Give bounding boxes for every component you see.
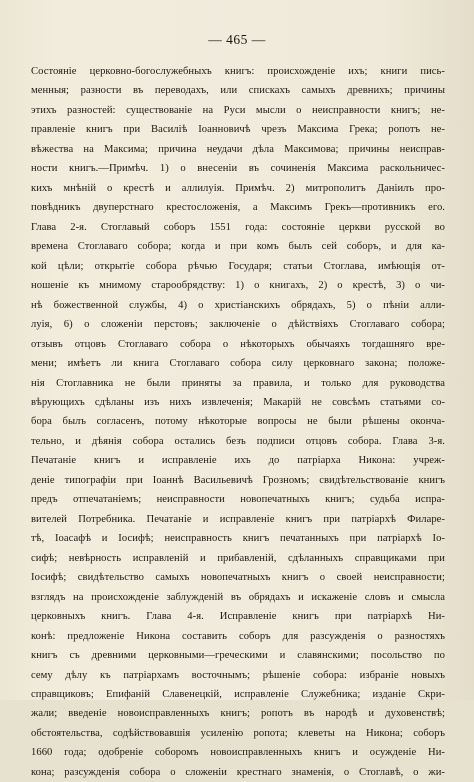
- text-line: ношеніе къ мнимому старообрядству: 1) о книгахъ, 2) о крестѣ, 3) о чи-: [31, 280, 445, 292]
- text-line: взглядъ на происхожденіе заблужденій въ обрядахъ и искаженіе словъ и смысла: [31, 591, 445, 603]
- text-line: вителей Потребника. Печатаніе и исправленіе книгъ при патріархѣ Филаре-: [31, 513, 445, 525]
- text-line: отзывъ отцовъ Стоглаваго собора о нѣкоторыхъ обычаяхъ тогдашняго вре-: [31, 338, 445, 350]
- text-line: мени; имѣетъ ли книга Стоглаваго собора силу церковнаго закона; положе-: [31, 358, 445, 370]
- text-line: этихъ разностей: существованіе на Руси мысли о неисправности книгъ; не-: [31, 104, 445, 116]
- table-of-contents-text: [31, 62, 445, 782]
- text-line: нія Стоглавника не были приняты за правила, и только для руководства: [31, 377, 445, 389]
- text-line: конѣ: предложеніе Никона составить соборъ для разсужденія о разностяхъ: [31, 630, 445, 642]
- text-line: предъ отпечатаніемъ; неисправности новопечатныхъ книгъ; судьба испра-: [31, 494, 445, 506]
- text-line: менныя; разности въ переводахъ, или спискахъ самыхъ древнихъ; причины: [31, 85, 445, 97]
- text-line: деніе типографіи при Іоаннѣ Васильевичѣ Грозномъ; свидѣтельствованіе книгъ: [31, 474, 445, 486]
- text-line: кона; разсужденія собора о сложеніи крестнаго знаменія, о Стоглавѣ, о жи-: [31, 766, 445, 778]
- text-line: тѣ, Іоасафѣ и Іосифѣ; неисправность книгъ печатанныхъ при патріархѣ Іо-: [31, 533, 445, 545]
- text-line: справщиковъ; Епифаній Славенецкій, исправленіе Служебника; изданіе Скри-: [31, 689, 445, 700]
- text-line: нѣ божественной службы, 4) о христіанскихъ обрядахъ, 5) о пѣніи алли-: [31, 299, 445, 311]
- text-line: Состояніе церковно-богослужебныхъ книгъ: происхожденіе ихъ; книги пись-: [31, 66, 445, 77]
- text-line: повѣдникъ двуперстнаго крестосложенія, а Максимъ Грекъ—противникъ его.: [31, 202, 445, 214]
- text-line: книгъ съ древними церковными—греческими и славянскими; посольство по: [31, 650, 445, 662]
- text-line: обстоятельства, содѣйствовавшія усиленію ропота; клеветы на Никона; соборъ: [31, 727, 445, 739]
- text-line: ности книгъ.—Примѣч. 1) о внесеніи въ сочиненія Максима раскольничес-: [31, 163, 445, 175]
- text-line: 1660 года; одобреніе соборомъ новоисправленныхъ книгъ и осужденіе Ни-: [31, 747, 445, 759]
- text-line: вѣжества на Максима; причина неудачи дѣла Максимова; причины неисправ-: [31, 143, 445, 155]
- text-line: церковныхъ книгъ. Глава 4-я. Исправленіе книгъ при патріархѣ Ни-: [31, 611, 445, 623]
- text-line: Іосифѣ; свидѣтельство самыхъ новопечатныхъ книгъ о своей неисправности;: [31, 572, 445, 584]
- text-line: правленіе книгъ при Василіѣ Іоанновичѣ чрезъ Максима Грека; ропотъ не-: [31, 124, 445, 136]
- text-line: кой цѣли; открытіе собора рѣчью Государя; статьи Стоглава, имѣющія от-: [31, 260, 445, 272]
- text-line: Глава 2-я. Стоглавый соборъ 1551 года: состояніе церкви русской во: [31, 221, 445, 233]
- text-line: вѣрующихъ сдѣланы изъ нихъ извлеченія; Макарій не совсѣмъ статьями со-: [31, 396, 445, 408]
- text-line: бора былъ согласенъ, потому нѣкоторые вопросы не были рѣшены оконча-: [31, 416, 445, 428]
- text-line: жали; введеніе новоисправленныхъ книгъ; ропотъ въ народѣ и духовенствѣ;: [31, 708, 445, 720]
- text-line: сему дѣлу къ патріархамъ восточнымъ; рѣшеніе собора: избраніе новыхъ: [31, 669, 445, 681]
- text-line: сифѣ; невѣрность исправленій и прибавленій, сдѣланныхъ справщиками при: [31, 552, 445, 564]
- text-line: Печатаніе книгъ и исправленіе ихъ до патріарха Никона: учреж-: [31, 455, 445, 467]
- text-line: кихъ мнѣній о крестѣ и аллилуія. Примѣч. 2) митрополитъ Даніилъ про-: [31, 182, 445, 194]
- page-number: — 465 —: [208, 32, 266, 47]
- text-line: времена Стоглаваго собора; когда и при комъ былъ сей соборъ, и для ка-: [31, 241, 445, 253]
- text-line: луія, 6) о сложеніи перстовъ; заключеніе о дѣйствіяхъ Стоглаваго собора;: [31, 319, 445, 331]
- text-line: тельно, и дѣянія собора остались безъ подписи отцовъ собора. Глава 3-я.: [31, 435, 445, 447]
